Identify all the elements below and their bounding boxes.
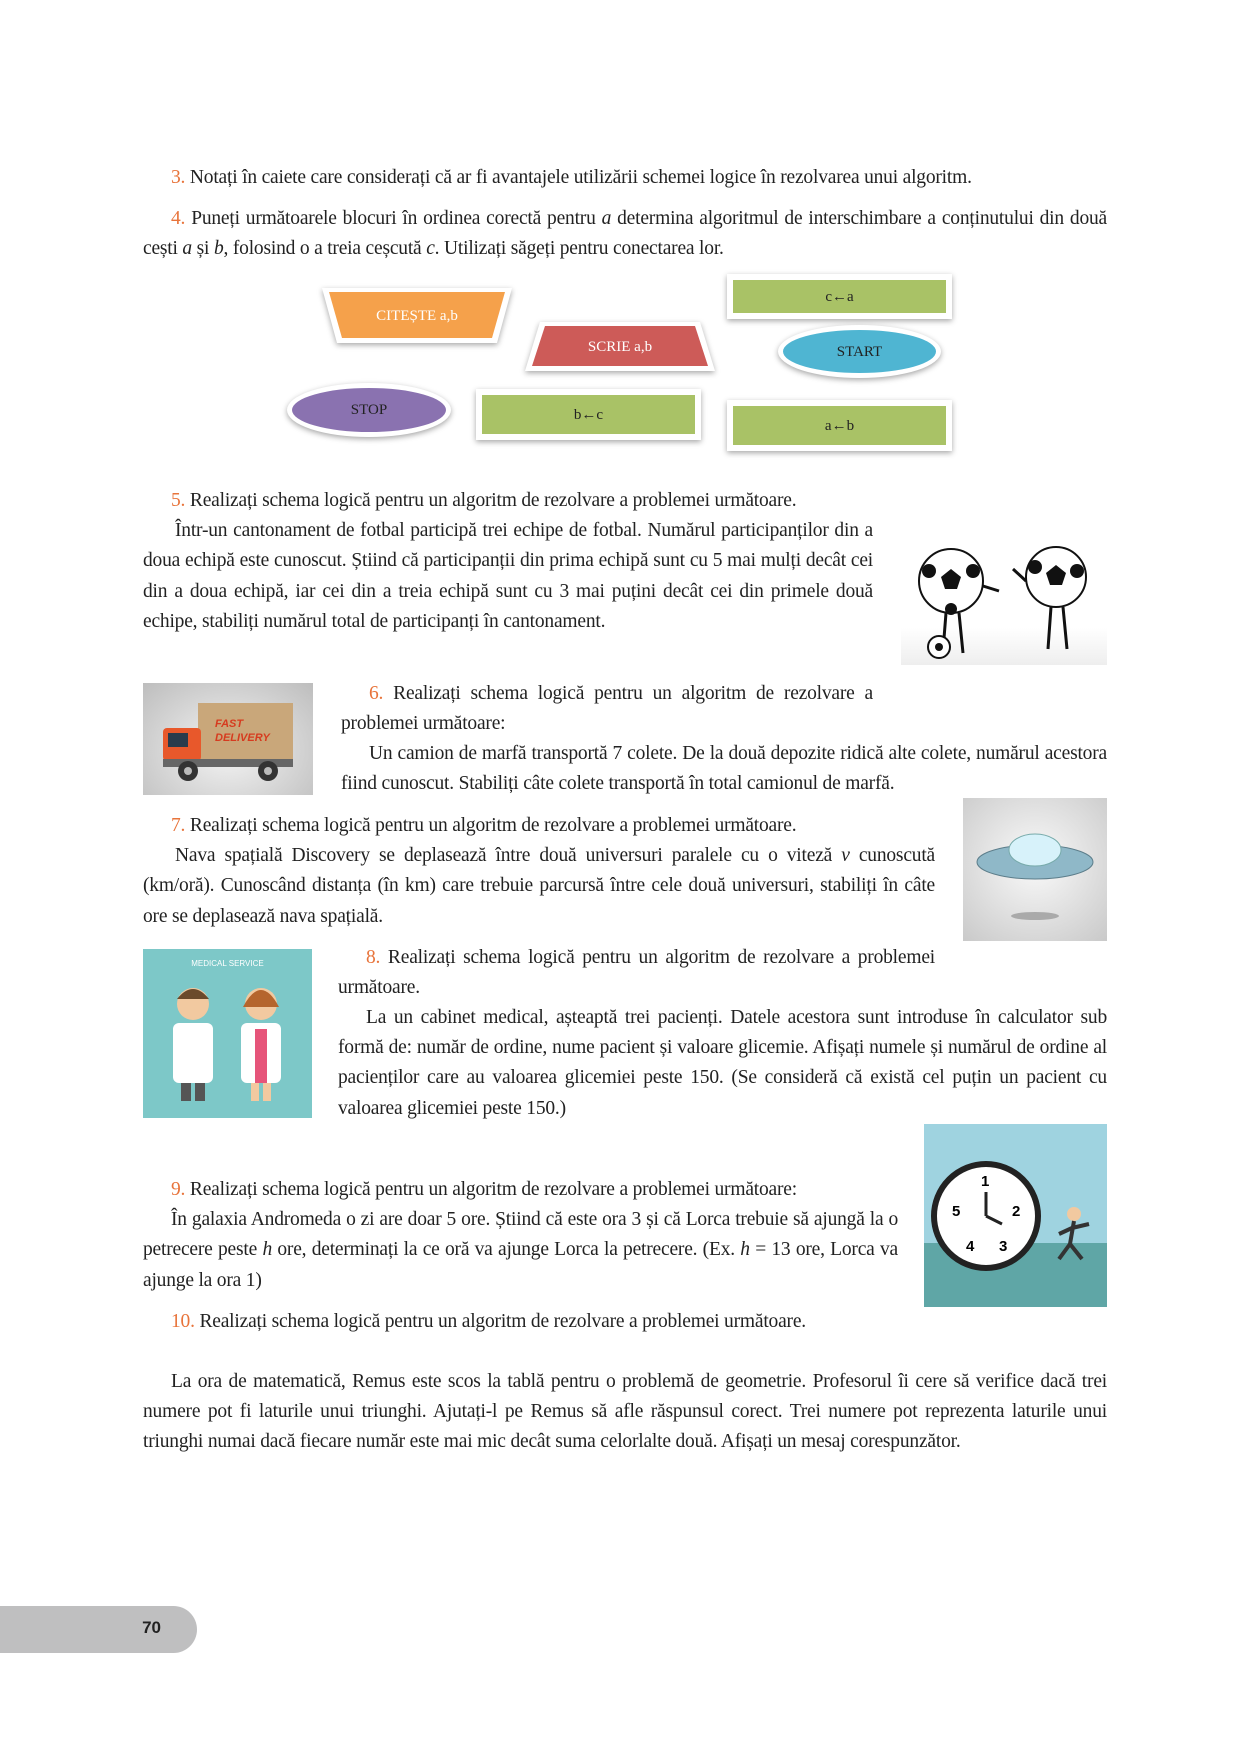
delivery-truck-image: FAST DELIVERY bbox=[143, 683, 313, 795]
soccer-ball-icon bbox=[901, 541, 1107, 665]
ufo-icon bbox=[963, 798, 1107, 941]
svg-text:2: 2 bbox=[1012, 1203, 1021, 1220]
exercise-10: 10. Realizați schema logică pentru un algoritm de rezolvare a problemei următoare. bbox=[171, 1311, 806, 1332]
svg-text:5: 5 bbox=[952, 1203, 961, 1220]
clock-icon bbox=[924, 1124, 1107, 1307]
block-citeste: CITEȘTE a,b bbox=[321, 287, 513, 344]
exercise-3: 3. Notați în caiete care considerați că ar fi avantajele utilizării schemei logice în rezolvarea unui algoritm. bbox=[171, 167, 972, 188]
soccer-balls-image bbox=[901, 541, 1107, 665]
exercise-6: 6. Realizați schema logică pentru un algoritm de rezolvare a problemei următoare: bbox=[341, 683, 873, 735]
exercise-6-body: Un camion de marfă transportă 7 colete. De la două depozite ridică alte colete, numărul acestora fiind cunoscut. Stabiliți câte colete transportă în total camionul de marfă. bbox=[341, 743, 1107, 795]
block-b-gets-c: b←c bbox=[476, 389, 701, 440]
exercise-5: 5. Realizați schema logică pentru un algoritm de rezolvare a problemei următoare. Într-un cantonament de fotbal participă trei echipe de fotbal. Numărul participanților din a doua echipă este cunoscut. Știind că participanții din prima echipă sunt cu 5 mai mulți decât cei din a doua echipă, iar cei din a treia echipă sunt cu 3 mai puțini decât cei din primele două echipe, stabiliți numărul total de participanți în cantonament. bbox=[143, 490, 873, 632]
exercise-8: 8. Realizați schema logică pentru un algoritm de rezolvare a problemei următoare. bbox=[338, 947, 935, 999]
block-stop: STOP bbox=[287, 383, 451, 437]
page-number: 70 bbox=[142, 1618, 161, 1637]
medical-staff-image: MEDICAL SERVICE bbox=[143, 949, 312, 1118]
exercise-7: 7. Realizați schema logică pentru un algoritm de rezolvare a problemei următoare. Nava spațială Discovery se deplasează între două universuri paralele cu o viteză v cunoscută (km/oră). Cunoscând distanța (în km) care trebuie parcursă între cele două universuri, stabiliți în câte ore se deplasează nava spațială. bbox=[143, 815, 935, 927]
block-start: START bbox=[778, 325, 941, 378]
page-number-bar bbox=[0, 1606, 197, 1653]
exercise-4: 4. Puneți următoarele blocuri în ordinea corectă pentru a determina algoritmul de interschimbare a conținutului din două cești a și b, folosind o a treia ceșcută c. Utilizați săgeți pentru conectarea lor. bbox=[143, 208, 1108, 260]
exercise-number: 4. bbox=[171, 208, 186, 229]
block-a-gets-b: a←b bbox=[727, 400, 952, 451]
block-c-gets-a: c←a bbox=[727, 274, 952, 319]
ufo-image bbox=[963, 798, 1107, 941]
exercise-10-body: La ora de matematică, Remus este scos la tablă pentru o problemă de geometrie. Profesorul îi cere să verifice dacă trei numere pot fi laturile unui triunghi. Ajutați-l pe Remus să afle răspunsul corect. Trei numere pot reprezenta laturile unui triunghi numai dacă fiecare număr este mai mic decât suma celorlalte două. Afișați un mesaj corespunzător. bbox=[143, 1371, 1107, 1453]
block-scrie: SCRIE a,b bbox=[524, 321, 716, 372]
clock-running-man-image bbox=[924, 1124, 1107, 1307]
svg-text:3: 3 bbox=[999, 1238, 1008, 1255]
svg-text:4: 4 bbox=[966, 1238, 975, 1255]
exercise-9: 9. Realizați schema logică pentru un algoritm de rezolvare a problemei următoare: În galaxia Andromeda o zi are doar 5 ore. Știind că este ora 3 și că Lorca trebuie să ajungă la o petrecere peste h ore, determinați la ce oră va ajunge Lorca la petrecere. (Ex. h = 13 ore, Lorca va ajunge la ora 1) bbox=[143, 1179, 899, 1291]
exercise-8-body: La un cabinet medical, așteaptă trei pacienți. Datele acestora sunt introduse în calculator sub formă de: număr de ordine, nume pacient și valoare glicemie. Afișați numele și numărul de ordine al pacienților care au valoarea glicemiei peste 150. (Se consideră că există cel puțin un pacient cu valoarea glicemiei peste 150.) bbox=[338, 1007, 1107, 1119]
svg-text:1: 1 bbox=[981, 1173, 990, 1190]
doctors-icon bbox=[143, 949, 312, 1118]
exercise-number: 3. bbox=[171, 167, 186, 188]
